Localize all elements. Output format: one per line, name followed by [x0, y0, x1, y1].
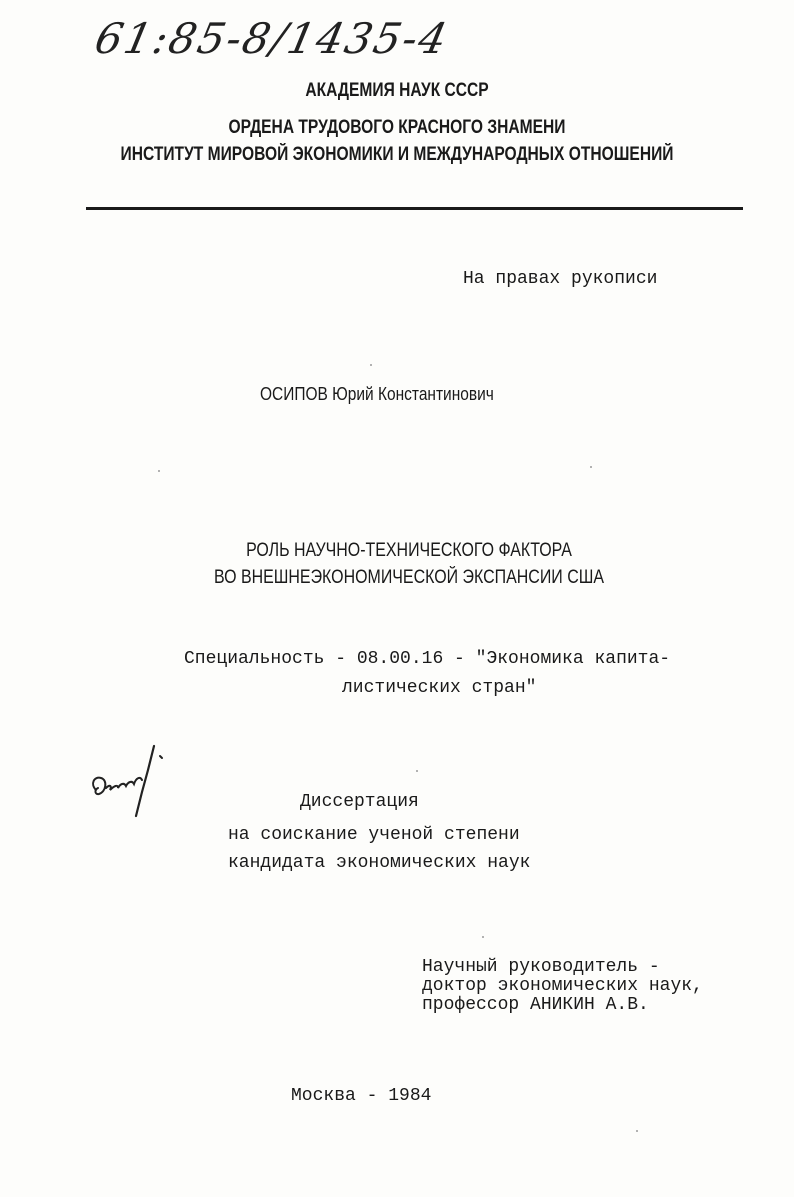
archive-number: 61:85-8/1435-4: [90, 14, 454, 63]
degree-line2: кандидата экономических наук: [228, 853, 531, 873]
header-academy: АКАДЕМИЯ НАУК СССР: [305, 80, 489, 101]
specialty-line1: Специальность - 08.00.16 - "Экономика капита-: [184, 649, 671, 669]
scan-speck: [590, 466, 592, 468]
supervisor-line3: профессор АНИКИН А.В.: [422, 995, 649, 1015]
scan-speck: [482, 936, 484, 938]
supervisor-line2: доктор экономических наук,: [422, 976, 703, 996]
header-divider: [86, 207, 743, 210]
supervisor-line1: Научный руководитель -: [422, 957, 660, 977]
dissertation-label: Диссертация: [300, 792, 419, 812]
place-and-year: Москва - 1984: [291, 1086, 432, 1106]
header-order: ОРДЕНА ТРУДОВОГО КРАСНОГО ЗНАМЕНИ: [228, 117, 566, 138]
specialty-line2: листических стран": [342, 678, 537, 698]
degree-line1: на соискание ученой степени: [228, 825, 520, 845]
signature-mark: [88, 740, 178, 820]
manuscript-rights: На правах рукописи: [463, 269, 658, 289]
dissertation-title-line2: ВО ВНЕШНЕЭКОНОМИЧЕСКОЙ ЭКСПАНСИИ США: [214, 567, 604, 588]
scan-speck: [416, 770, 418, 772]
header-institute: ИНСТИТУТ МИРОВОЙ ЭКОНОМИКИ И МЕЖДУНАРОДНЫХ ОТНОШЕНИЙ: [120, 144, 674, 165]
scan-speck: [158, 470, 160, 472]
scan-speck: [370, 364, 372, 366]
author-name: ОСИПОВ Юрий Константинович: [260, 384, 494, 404]
dissertation-title-line1: РОЛЬ НАУЧНО-ТЕХНИЧЕСКОГО ФАКТОРА: [246, 540, 572, 561]
scan-speck: [636, 1130, 638, 1132]
